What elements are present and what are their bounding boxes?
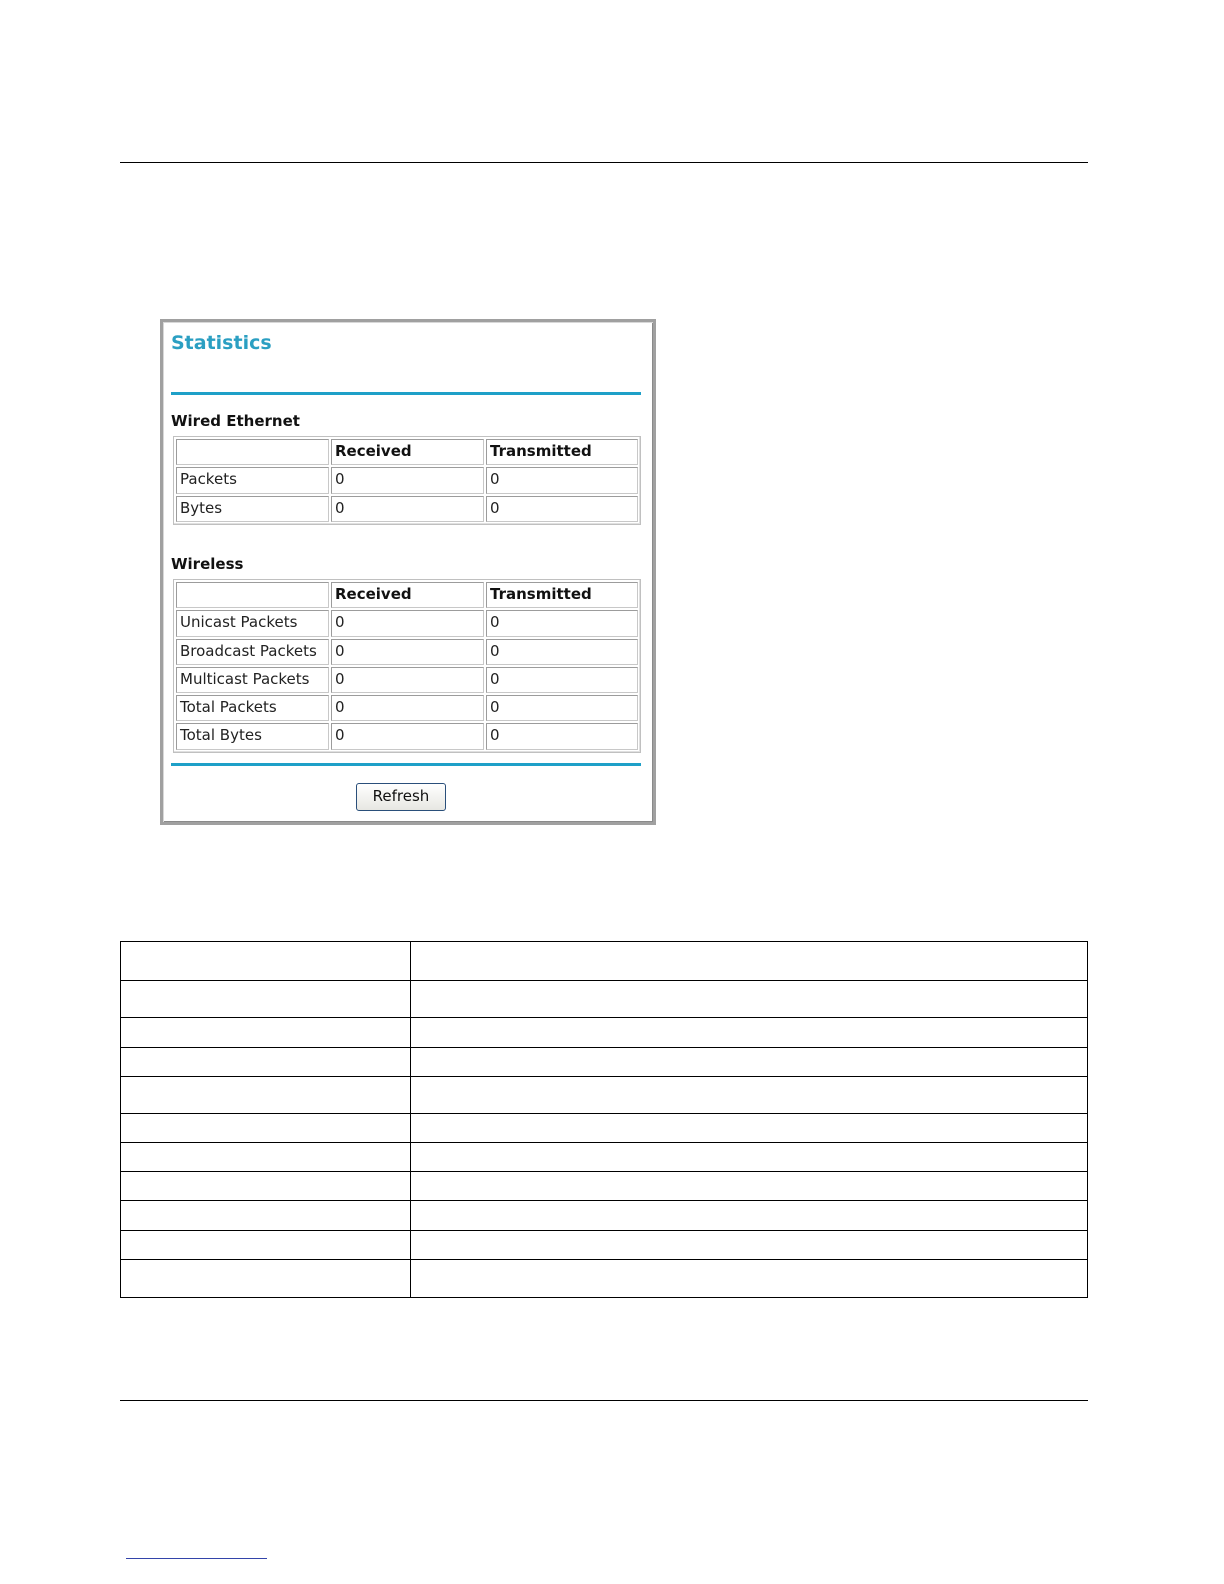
table-cell <box>121 1230 411 1259</box>
table-row <box>121 1113 1088 1142</box>
field-description-table <box>120 941 1088 1298</box>
footer-link-underline[interactable] <box>126 1558 267 1559</box>
header-cell-received: Received <box>331 582 484 608</box>
wired-ethernet-table <box>173 436 641 525</box>
row-label: Broadcast Packets <box>176 639 329 665</box>
row-label: Bytes <box>176 496 329 522</box>
table-cell <box>121 1113 411 1142</box>
received-value: 0 <box>331 610 484 636</box>
table-cell <box>121 1047 411 1076</box>
footer-divider <box>171 763 641 766</box>
table-cell <box>121 1259 411 1297</box>
table-row <box>175 666 639 694</box>
received-value: 0 <box>331 723 484 749</box>
transmitted-value: 0 <box>486 667 638 693</box>
table-cell <box>121 1143 411 1172</box>
table-cell <box>411 1047 1088 1076</box>
page-header-rule <box>120 162 1088 163</box>
table-row <box>175 722 639 750</box>
table-header-row <box>175 581 639 609</box>
table-row <box>175 466 639 494</box>
received-value: 0 <box>331 496 484 522</box>
table-cell <box>411 1172 1088 1201</box>
table-row <box>121 942 1088 981</box>
row-label: Total Bytes <box>176 723 329 749</box>
table-cell <box>121 942 411 981</box>
transmitted-value: 0 <box>486 723 638 749</box>
table-cell <box>411 1076 1088 1113</box>
table-row <box>175 638 639 666</box>
page-title: Statistics <box>171 332 272 354</box>
header-cell-received: Received <box>331 439 484 465</box>
statistics-screenshot <box>160 319 656 825</box>
transmitted-value: 0 <box>486 695 638 721</box>
row-label: Packets <box>176 467 329 493</box>
transmitted-value: 0 <box>486 467 638 493</box>
table-cell <box>411 1201 1088 1230</box>
table-row <box>121 1172 1088 1201</box>
table-cell <box>411 1113 1088 1142</box>
table-row <box>121 1018 1088 1047</box>
table-cell <box>121 1076 411 1113</box>
table-cell <box>411 1018 1088 1047</box>
table-row <box>121 981 1088 1018</box>
header-cell <box>176 439 329 465</box>
table-header-row <box>175 438 639 466</box>
received-value: 0 <box>331 467 484 493</box>
table-cell <box>411 1259 1088 1297</box>
transmitted-value: 0 <box>486 496 638 522</box>
title-divider <box>171 392 641 395</box>
header-cell-transmitted: Transmitted <box>486 439 638 465</box>
table-row <box>121 1230 1088 1259</box>
row-label: Total Packets <box>176 695 329 721</box>
table-row <box>121 1259 1088 1297</box>
table-cell <box>411 981 1088 1018</box>
page-footer-rule <box>120 1400 1088 1401</box>
table-cell <box>121 1018 411 1047</box>
table-row <box>121 1047 1088 1076</box>
row-label: Unicast Packets <box>176 610 329 636</box>
received-value: 0 <box>331 695 484 721</box>
row-label: Multicast Packets <box>176 667 329 693</box>
refresh-button[interactable]: Refresh <box>356 783 446 811</box>
header-cell <box>176 582 329 608</box>
header-cell-transmitted: Transmitted <box>486 582 638 608</box>
table-row <box>121 1201 1088 1230</box>
wireless-table <box>173 579 641 753</box>
table-row <box>121 1143 1088 1172</box>
transmitted-value: 0 <box>486 639 638 665</box>
received-value: 0 <box>331 639 484 665</box>
table-cell <box>121 1201 411 1230</box>
table-row <box>175 609 639 637</box>
table-cell <box>121 1172 411 1201</box>
table-cell <box>411 1230 1088 1259</box>
table-row <box>121 1076 1088 1113</box>
table-row <box>175 694 639 722</box>
wired-ethernet-heading: Wired Ethernet <box>171 412 300 430</box>
table-cell <box>411 942 1088 981</box>
table-cell <box>411 1143 1088 1172</box>
transmitted-value: 0 <box>486 610 638 636</box>
table-row <box>175 495 639 523</box>
table-cell <box>121 981 411 1018</box>
received-value: 0 <box>331 667 484 693</box>
wireless-heading: Wireless <box>171 555 244 573</box>
